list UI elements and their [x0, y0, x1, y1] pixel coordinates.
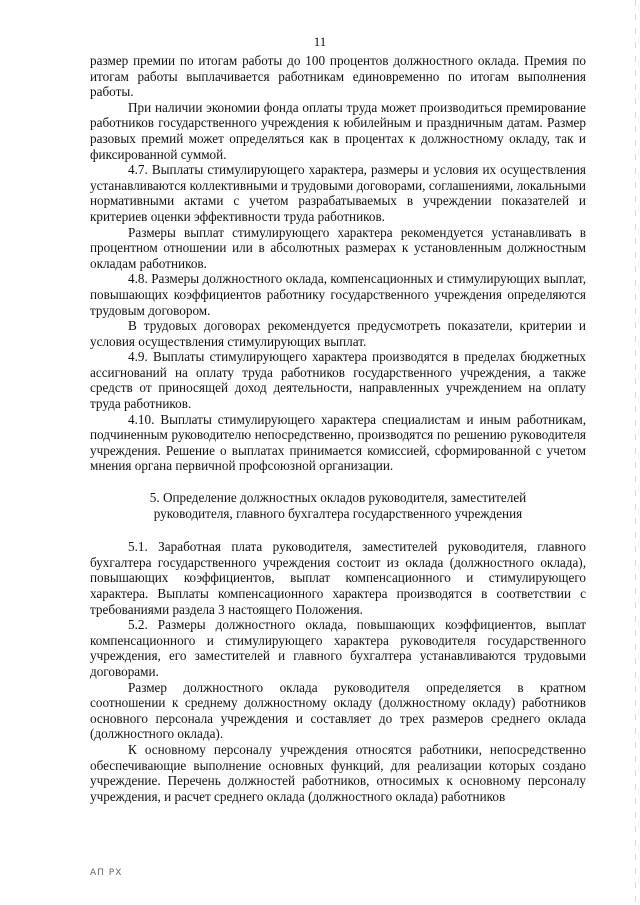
paragraph-4-8: 4.8. Размеры должностного оклада, компенсационных и стимулирующих выплат, повышающих коэффициентов работнику государственного учреждения определяются трудовым договором. [90, 271, 586, 318]
paragraph-5-2: 5.2. Размеры должностного оклада, повышающих коэффициентов, выплат компенсационного и стимулирующего характера руководителя государственного учреждения, его заместителей и главного бухгалтера устанавливаются трудовыми договорами. [90, 617, 586, 679]
paragraph-labor-contracts: В трудовых договорах рекомендуется предусмотреть показатели, критерии и условия осуществления стимулирующих выплат. [90, 318, 586, 349]
paragraph-payment-sizes: Размеры выплат стимулирующего характера рекомендуется устанавливать в процентном отношении или в абсолютных размерах к установленным должностным окладам работников. [90, 224, 586, 271]
document-body [90, 53, 586, 804]
section-5-heading [90, 490, 586, 521]
paragraph-main-staff: К основному персоналу учреждения относятся работники, непосредственно обеспечивающие выполнение основных функций, для реализации которых создано учреждение. Перечень должностей работников, относимых к основному персоналу учреждения, и расчет среднего оклада (должностного оклада) работников [90, 741, 586, 804]
paragraph-4-10: 4.10. Выплаты стимулирующего характера специалистам и иным работникам, подчиненным руководителю непосредственно, производятся по решению руководителя учреждения. Решение о выплатах принимается комиссией, сформированной с учетом мнения органа первичной профсоюзной организации. [90, 411, 586, 474]
scan-edge-line [635, 0, 636, 905]
paragraph-premium-size: размер премии по итогам работы до 100 процентов должностного оклада. Премия по итогам работы выплачивается работникам единовременно по итогам выполнения работы. [90, 53, 586, 100]
paragraph-head-salary: Размер должностного оклада руководителя определяется в кратном соотношении к среднему должностному окладу (должностному окладу) работников основного персонала учреждения и составляет до трех размеров среднего оклада (должностного оклада). [90, 679, 586, 742]
page-number: 11 [313, 34, 327, 49]
paragraph-4-9: 4.9. Выплаты стимулирующего характера производятся в пределах бюджетных ассигнований на оплату труда работников государственного учреждения, а также средств от приносящей доход деятельности, направленных учреждением на оплату труда работников. [90, 349, 586, 412]
paragraph-5-1: 5.1. Заработная плата руководителя, заместителей руководителя, главного бухгалтера государственного учреждения состоит из оклада (должностного оклада), повышающих коэффициентов, выплат компенсационного и стимулирующего характера. Выплаты компенсационного характера производятся в соответствии с требованиями раздела 3 настоящего Положения. [90, 539, 586, 617]
paragraph-anniversary-bonus: При наличии экономии фонда оплаты труда может производиться премирование работников государственного учреждения к юбилейным и праздничным датам. Размер разовых премий может определяться как в процентах к должностному окладу, так и фиксированной суммой. [90, 99, 586, 162]
section-5-heading-line-1: 5. Определение должностных окладов руководителя, заместителей [149, 490, 527, 506]
section-5-heading-line-2: руководителя, главного бухгалтера государственного учреждения [153, 505, 523, 521]
paragraph-4-7: 4.7. Выплаты стимулирующего характера, размеры и условия их осуществления устанавливаются коллективными и трудовыми договорами, соглашениями, локальными нормативными актами с учетом разрабатываемых в учреждении показателей и критериев оценки эффективности труда работников. [90, 162, 586, 224]
footer-mark: АП РХ [90, 868, 123, 878]
